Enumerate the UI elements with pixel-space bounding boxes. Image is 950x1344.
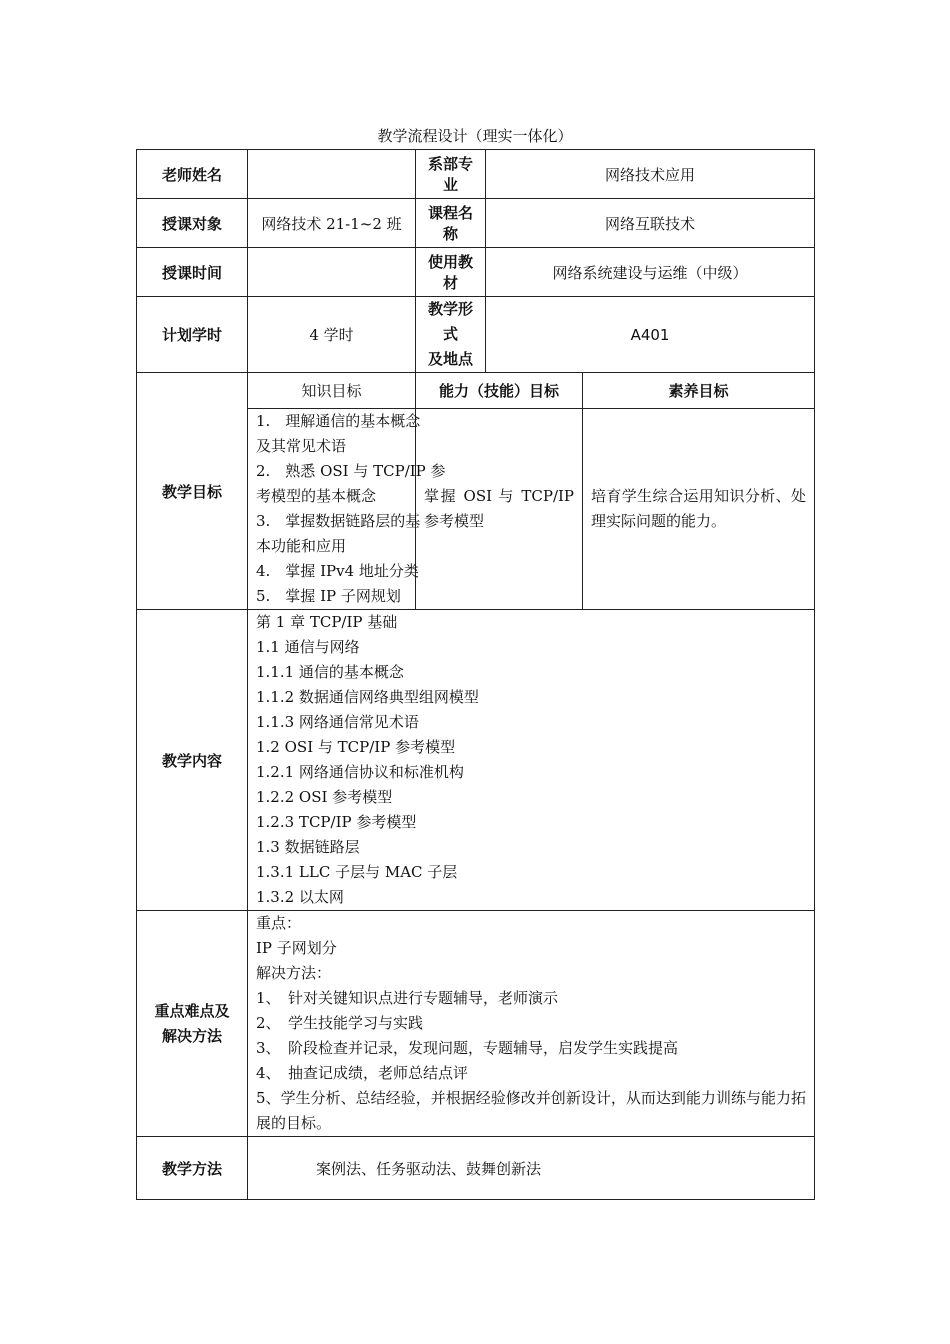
content-line: 1.2 OSI 与 TCP/IP 参考模型 (256, 738, 456, 756)
course-label: 课程名称 (416, 199, 486, 248)
content-line: 1.1 通信与网络 (256, 638, 360, 656)
key-points-cell (248, 911, 815, 1137)
teacher-name-label: 老师姓名 (137, 150, 248, 199)
row-methods (137, 1137, 815, 1200)
content-label: 教学内容 (137, 610, 248, 911)
key-points-line: 重点： (256, 914, 302, 932)
content-line: 1.1.3 网络通信常见术语 (256, 713, 419, 731)
quality-cell (583, 409, 815, 610)
key-points-label-line2: 解决方法 (161, 1026, 222, 1045)
content-line: 1.3.2 以太网 (256, 888, 344, 906)
key-points-label-line1: 重点难点及 (154, 1001, 230, 1020)
target-label: 授课对象 (137, 199, 248, 248)
methods-label: 教学方法 (137, 1137, 248, 1200)
hours-label: 计划学时 (137, 297, 248, 373)
knowledge-item: 1. 理解通信的基本概念 (256, 412, 421, 430)
content-cell (248, 610, 815, 911)
knowledge-item: 3. 掌握数据链路层的基 (256, 512, 421, 530)
time-label: 授课时间 (137, 248, 248, 297)
key-points-line: 4、 抽查记成绩，老师总结点评 (256, 1064, 469, 1082)
knowledge-item: 2. 熟悉 OSI 与 TCP/IP 参 (256, 462, 446, 480)
row-hours (137, 297, 815, 373)
row-objectives-header (137, 373, 815, 409)
row-content (137, 610, 815, 911)
content-line: 1.1.1 通信的基本概念 (256, 663, 404, 681)
content-line: 第 1 章 TCP/IP 基础 (256, 613, 398, 631)
content-line: 1.2.3 TCP/IP 参考模型 (256, 813, 417, 831)
content-line: 1.2.1 网络通信协议和标准机构 (256, 763, 464, 781)
form-place-label (416, 297, 486, 373)
knowledge-cell (248, 409, 446, 610)
teacher-name-value (248, 150, 416, 199)
content-line: 1.3.1 LLC 子层与 MAC 子层 (256, 863, 458, 881)
key-points-line: 3、 阶段检查并记录，发现问题，专题辅导，启发学生实践提高 (256, 1039, 679, 1057)
document-title: 教学流程设计（理实一体化） (377, 127, 573, 145)
ability-text: 掌握 OSI 与 TCP/IP 参考模型 (424, 487, 575, 530)
textbook-value: 网络系统建设与运维（中级） (486, 248, 815, 297)
methods-value: 案例法、任务驱动法、鼓舞创新法 (248, 1137, 815, 1200)
objectives-label: 教学目标 (137, 373, 248, 610)
form-place-label-line1: 教学形式 (428, 300, 474, 343)
row-time (137, 248, 815, 297)
row-target (137, 199, 815, 248)
department-label: 系部专业 (416, 150, 486, 199)
knowledge-item: 及其常见术语 (256, 437, 347, 455)
time-value (248, 248, 416, 297)
knowledge-item: 5. 掌握 IP 子网规划 (256, 587, 401, 605)
ability-cell (416, 409, 583, 610)
key-points-line: IP 子网划分 (256, 939, 337, 957)
hours-value: 4 学时 (248, 297, 416, 373)
key-points-line: 2、 学生技能学习与实践 (256, 1014, 424, 1032)
target-value: 网络技术 21-1~2 班 (248, 199, 416, 248)
knowledge-item: 考模型的基本概念 (256, 487, 377, 505)
row-teacher (137, 150, 815, 199)
content-line: 1.2.2 OSI 参考模型 (256, 788, 393, 806)
row-key-points (137, 911, 815, 1137)
quality-text: 培育学生综合运用知识分析、处理实际问题的能力。 (591, 487, 807, 530)
textbook-label: 使用教材 (416, 248, 486, 297)
lesson-plan-table (136, 149, 815, 1200)
knowledge-item: 4. 掌握 IPv4 地址分类 (256, 562, 419, 580)
content-line: 1.1.2 数据通信网络典型组网模型 (256, 688, 479, 706)
course-value: 网络互联技术 (486, 199, 815, 248)
ability-header: 能力（技能）目标 (416, 373, 583, 409)
form-place-value: A401 (486, 297, 815, 373)
quality-header: 素养目标 (583, 373, 815, 409)
key-points-final-paragraph: 5、学生分析、总结经验，并根据经验修改并创新设计，从而达到能力训练与能力拓展的目标。 (256, 1089, 807, 1132)
department-value: 网络技术应用 (486, 150, 815, 199)
key-points-line: 解决方法： (256, 964, 332, 982)
key-points-label (137, 911, 248, 1137)
knowledge-item: 本功能和应用 (256, 537, 347, 555)
key-points-line: 1、 针对关键知识点进行专题辅导，老师演示 (256, 989, 559, 1007)
content-line: 1.3 数据链路层 (256, 838, 360, 856)
form-place-label-line2: 及地点 (428, 350, 474, 368)
knowledge-header: 知识目标 (248, 373, 416, 409)
